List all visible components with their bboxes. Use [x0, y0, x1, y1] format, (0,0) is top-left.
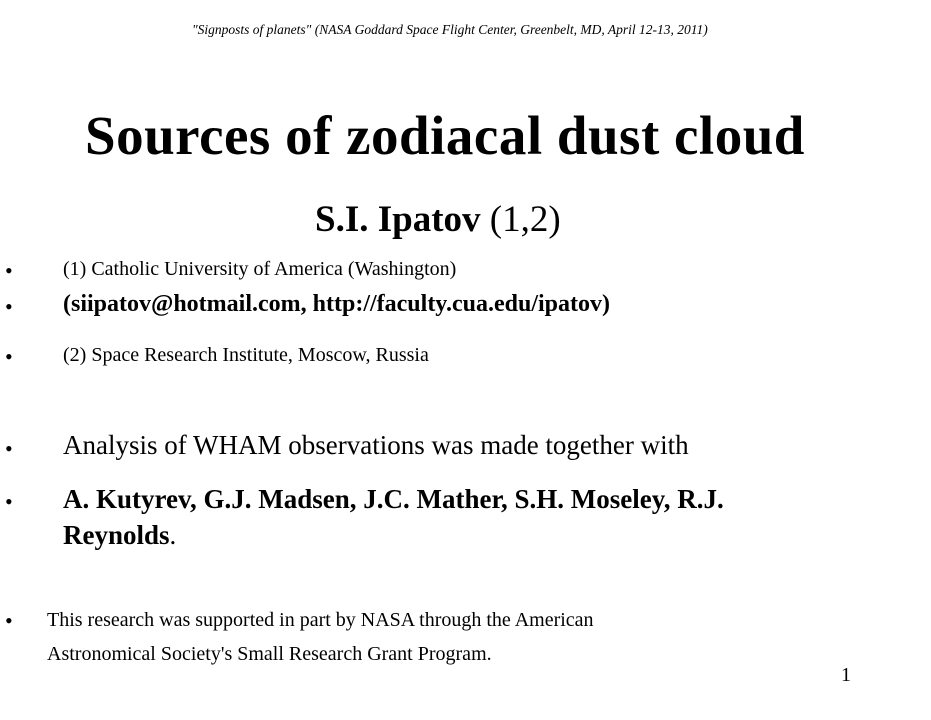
- author-affil-marks: (1,2): [480, 199, 561, 240]
- author-line: [315, 198, 561, 241]
- contact-line: (siipatov@hotmail.com, http://faculty.cua.edu/ipatov): [63, 291, 610, 317]
- bullet-icon: •: [5, 489, 13, 514]
- conference-header: "Signposts of planets" (NASA Goddard Space Flight Center, Greenbelt, MD, April 12-13, 2011): [192, 22, 708, 37]
- coauthors-line-2: [63, 520, 176, 551]
- bullet-icon: •: [5, 294, 13, 319]
- support-line-1: This research was supported in part by NASA through the American: [47, 609, 594, 631]
- bullet-icon: •: [5, 436, 13, 461]
- support-line-2: Astronomical Society's Small Research Grant Program.: [47, 643, 492, 665]
- author-name: S.I. Ipatov: [315, 199, 481, 240]
- coauthors-period: .: [169, 520, 177, 550]
- page-number: 1: [841, 664, 851, 686]
- coauthors-line-1: A. Kutyrev, G.J. Madsen, J.C. Mather, S.H. Moseley, R.J.: [63, 484, 724, 514]
- bullet-icon: •: [5, 344, 13, 369]
- bullet-icon: •: [5, 258, 13, 283]
- bullet-icon: •: [5, 608, 13, 633]
- analysis-line: Analysis of WHAM observations was made together with: [63, 430, 689, 460]
- slide-title: Sources of zodiacal dust cloud: [85, 105, 805, 166]
- affiliation-2: (2) Space Research Institute, Moscow, Russia: [63, 344, 429, 366]
- affiliation-1: (1) Catholic University of America (Washington): [63, 258, 457, 280]
- coauthor-reynolds: Reynolds: [63, 520, 170, 550]
